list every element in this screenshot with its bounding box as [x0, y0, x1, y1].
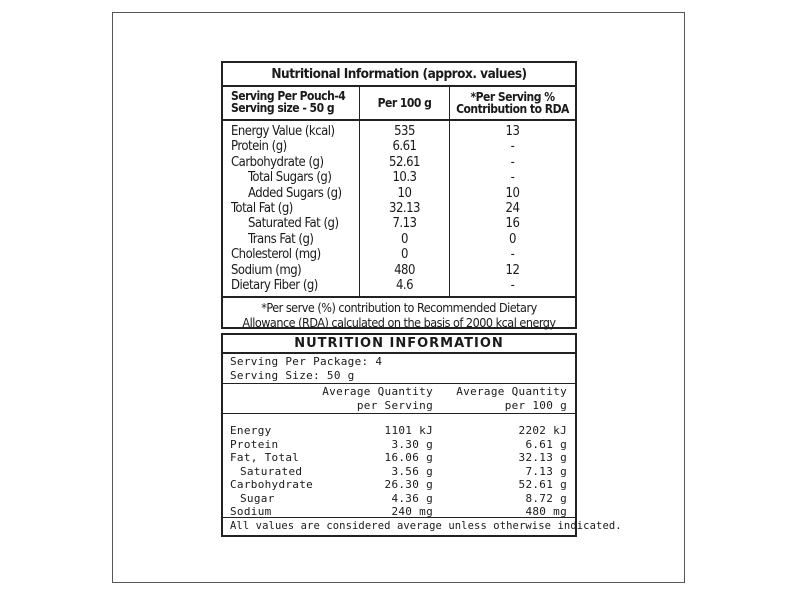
rda-value: 0 — [509, 231, 516, 247]
table1-rda-column — [450, 121, 575, 296]
nutrient-name: Carbohydrate (g) — [231, 154, 324, 170]
table1-header-serving — [223, 87, 360, 119]
per-serving-value: 26.30 g — [384, 478, 433, 491]
rda-value: - — [510, 277, 515, 293]
per-serving-value: 3.30 g — [391, 437, 433, 451]
nutritional-information-table — [221, 61, 577, 329]
header-line: per 100 g — [504, 399, 567, 412]
header-line: Average Quantity — [322, 385, 433, 398]
header-line: per Serving — [356, 399, 433, 412]
per100-value: 4.6 — [395, 277, 414, 293]
nutrient-name: Sodium — [230, 505, 272, 518]
avg-per-serving-header — [303, 385, 433, 413]
per100-value: 32.13 g — [518, 451, 567, 464]
table1-header-rda — [450, 87, 575, 119]
table-row — [223, 424, 575, 438]
per100-value: 6.61 — [392, 139, 417, 155]
per-serving-value: 4.36 g — [391, 491, 433, 505]
per100-value: 7.13 g — [525, 464, 567, 478]
per100-value: 10.3 — [392, 170, 417, 186]
per100-value: 0 — [401, 231, 408, 247]
rda-value: 13 — [505, 124, 520, 139]
serving-size: Serving Size: 50 g — [230, 369, 355, 382]
per100-value: 535 — [394, 124, 415, 139]
servings-per-package: Serving Per Package: 4 — [230, 355, 383, 368]
table1-footnote — [223, 298, 575, 331]
header-line: Average Quantity — [456, 385, 567, 398]
per100-value: 7.13 — [392, 216, 417, 232]
table2-header — [223, 384, 575, 414]
rda-value: 10 — [505, 185, 520, 201]
nutrient-name: Energy Value (kcal) — [231, 124, 335, 139]
per100-value: 0 — [401, 247, 408, 263]
nutrient-name: Total Sugars (g) — [248, 170, 332, 186]
table1-per100-column — [360, 121, 450, 296]
table1-header — [223, 87, 575, 121]
per100-value: 10 — [397, 185, 412, 201]
nutrient-name: Total Fat (g) — [231, 200, 293, 216]
table-row — [223, 505, 575, 519]
rda-value: - — [510, 154, 515, 170]
nutrient-name: Added Sugars (g) — [248, 185, 342, 201]
rda-header-line2: Contribution to RDA — [456, 102, 569, 116]
per-serving-value: 16.06 g — [384, 451, 433, 464]
table-row — [223, 438, 575, 452]
table-row — [223, 451, 575, 465]
table1-body — [223, 121, 575, 298]
per100-value: 2202 kJ — [518, 424, 567, 437]
per100-value: 8.72 g — [525, 491, 567, 505]
per100-value: 480 mg — [525, 505, 567, 518]
rda-value: 12 — [505, 262, 520, 278]
nutrient-name: Saturated — [240, 464, 303, 478]
serving-per-pouch: Serving Per Pouch-4 — [231, 89, 346, 103]
per100-value: 52.61 — [389, 154, 420, 170]
per-serving-value: 1101 kJ — [384, 424, 433, 437]
rda-value: 24 — [505, 200, 520, 216]
per100-value: 6.61 g — [525, 437, 567, 451]
table-row — [223, 465, 575, 479]
nutrition-information-panel — [221, 333, 622, 537]
avg-per-100g-header — [433, 385, 567, 413]
serving-size: Serving size - 50 g — [231, 101, 335, 115]
per-serving-value: 3.56 g — [391, 464, 433, 478]
rda-value: 16 — [505, 216, 520, 232]
per100-value: 480 — [394, 262, 415, 278]
footnote-line2: Allowance (RDA) calculated on the basis of 2000 kcal energy — [242, 314, 556, 330]
footnote-line1: *Per serve (%) contribution to Recommended Dietary — [261, 299, 537, 315]
table2-body — [223, 414, 575, 518]
nutrient-name: Cholesterol (mg) — [231, 247, 321, 263]
rda-value: - — [510, 170, 515, 186]
nutrient-name: Fat, Total — [230, 451, 300, 464]
nutrient-name: Dietary Fiber (g) — [231, 277, 318, 293]
table-row — [223, 478, 575, 492]
table1-title: Nutritional Information (approx. values) — [223, 63, 575, 87]
nutrient-name: Protein (g) — [231, 139, 287, 155]
nutrient-name: Sodium (mg) — [231, 262, 302, 278]
table2-serving-info — [223, 354, 575, 384]
nutrient-name: Sugar — [240, 491, 275, 505]
nutrient-name: Carbohydrate — [230, 478, 314, 491]
nutrient-name: Energy — [230, 424, 272, 437]
table2-title: NUTRITION INFORMATION — [223, 335, 575, 354]
per100-value: 52.61 g — [518, 478, 567, 491]
per100-value: 32.13 — [389, 200, 420, 216]
nutrient-name: Trans Fat (g) — [248, 231, 314, 247]
rda-header-line1: *Per Serving % — [470, 90, 555, 104]
table2-footnote: All values are considered average unless otherwise indicated. — [230, 520, 622, 532]
rda-value: - — [510, 247, 515, 263]
table1-nutrient-column — [223, 121, 360, 296]
table-row — [223, 492, 575, 506]
rda-value: - — [510, 139, 515, 155]
nutrient-name: Protein — [230, 437, 279, 451]
per-serving-value: 240 mg — [391, 505, 433, 518]
table1-header-per100: Per 100 g — [360, 87, 450, 119]
nutrient-name: Saturated Fat (g) — [248, 216, 339, 232]
